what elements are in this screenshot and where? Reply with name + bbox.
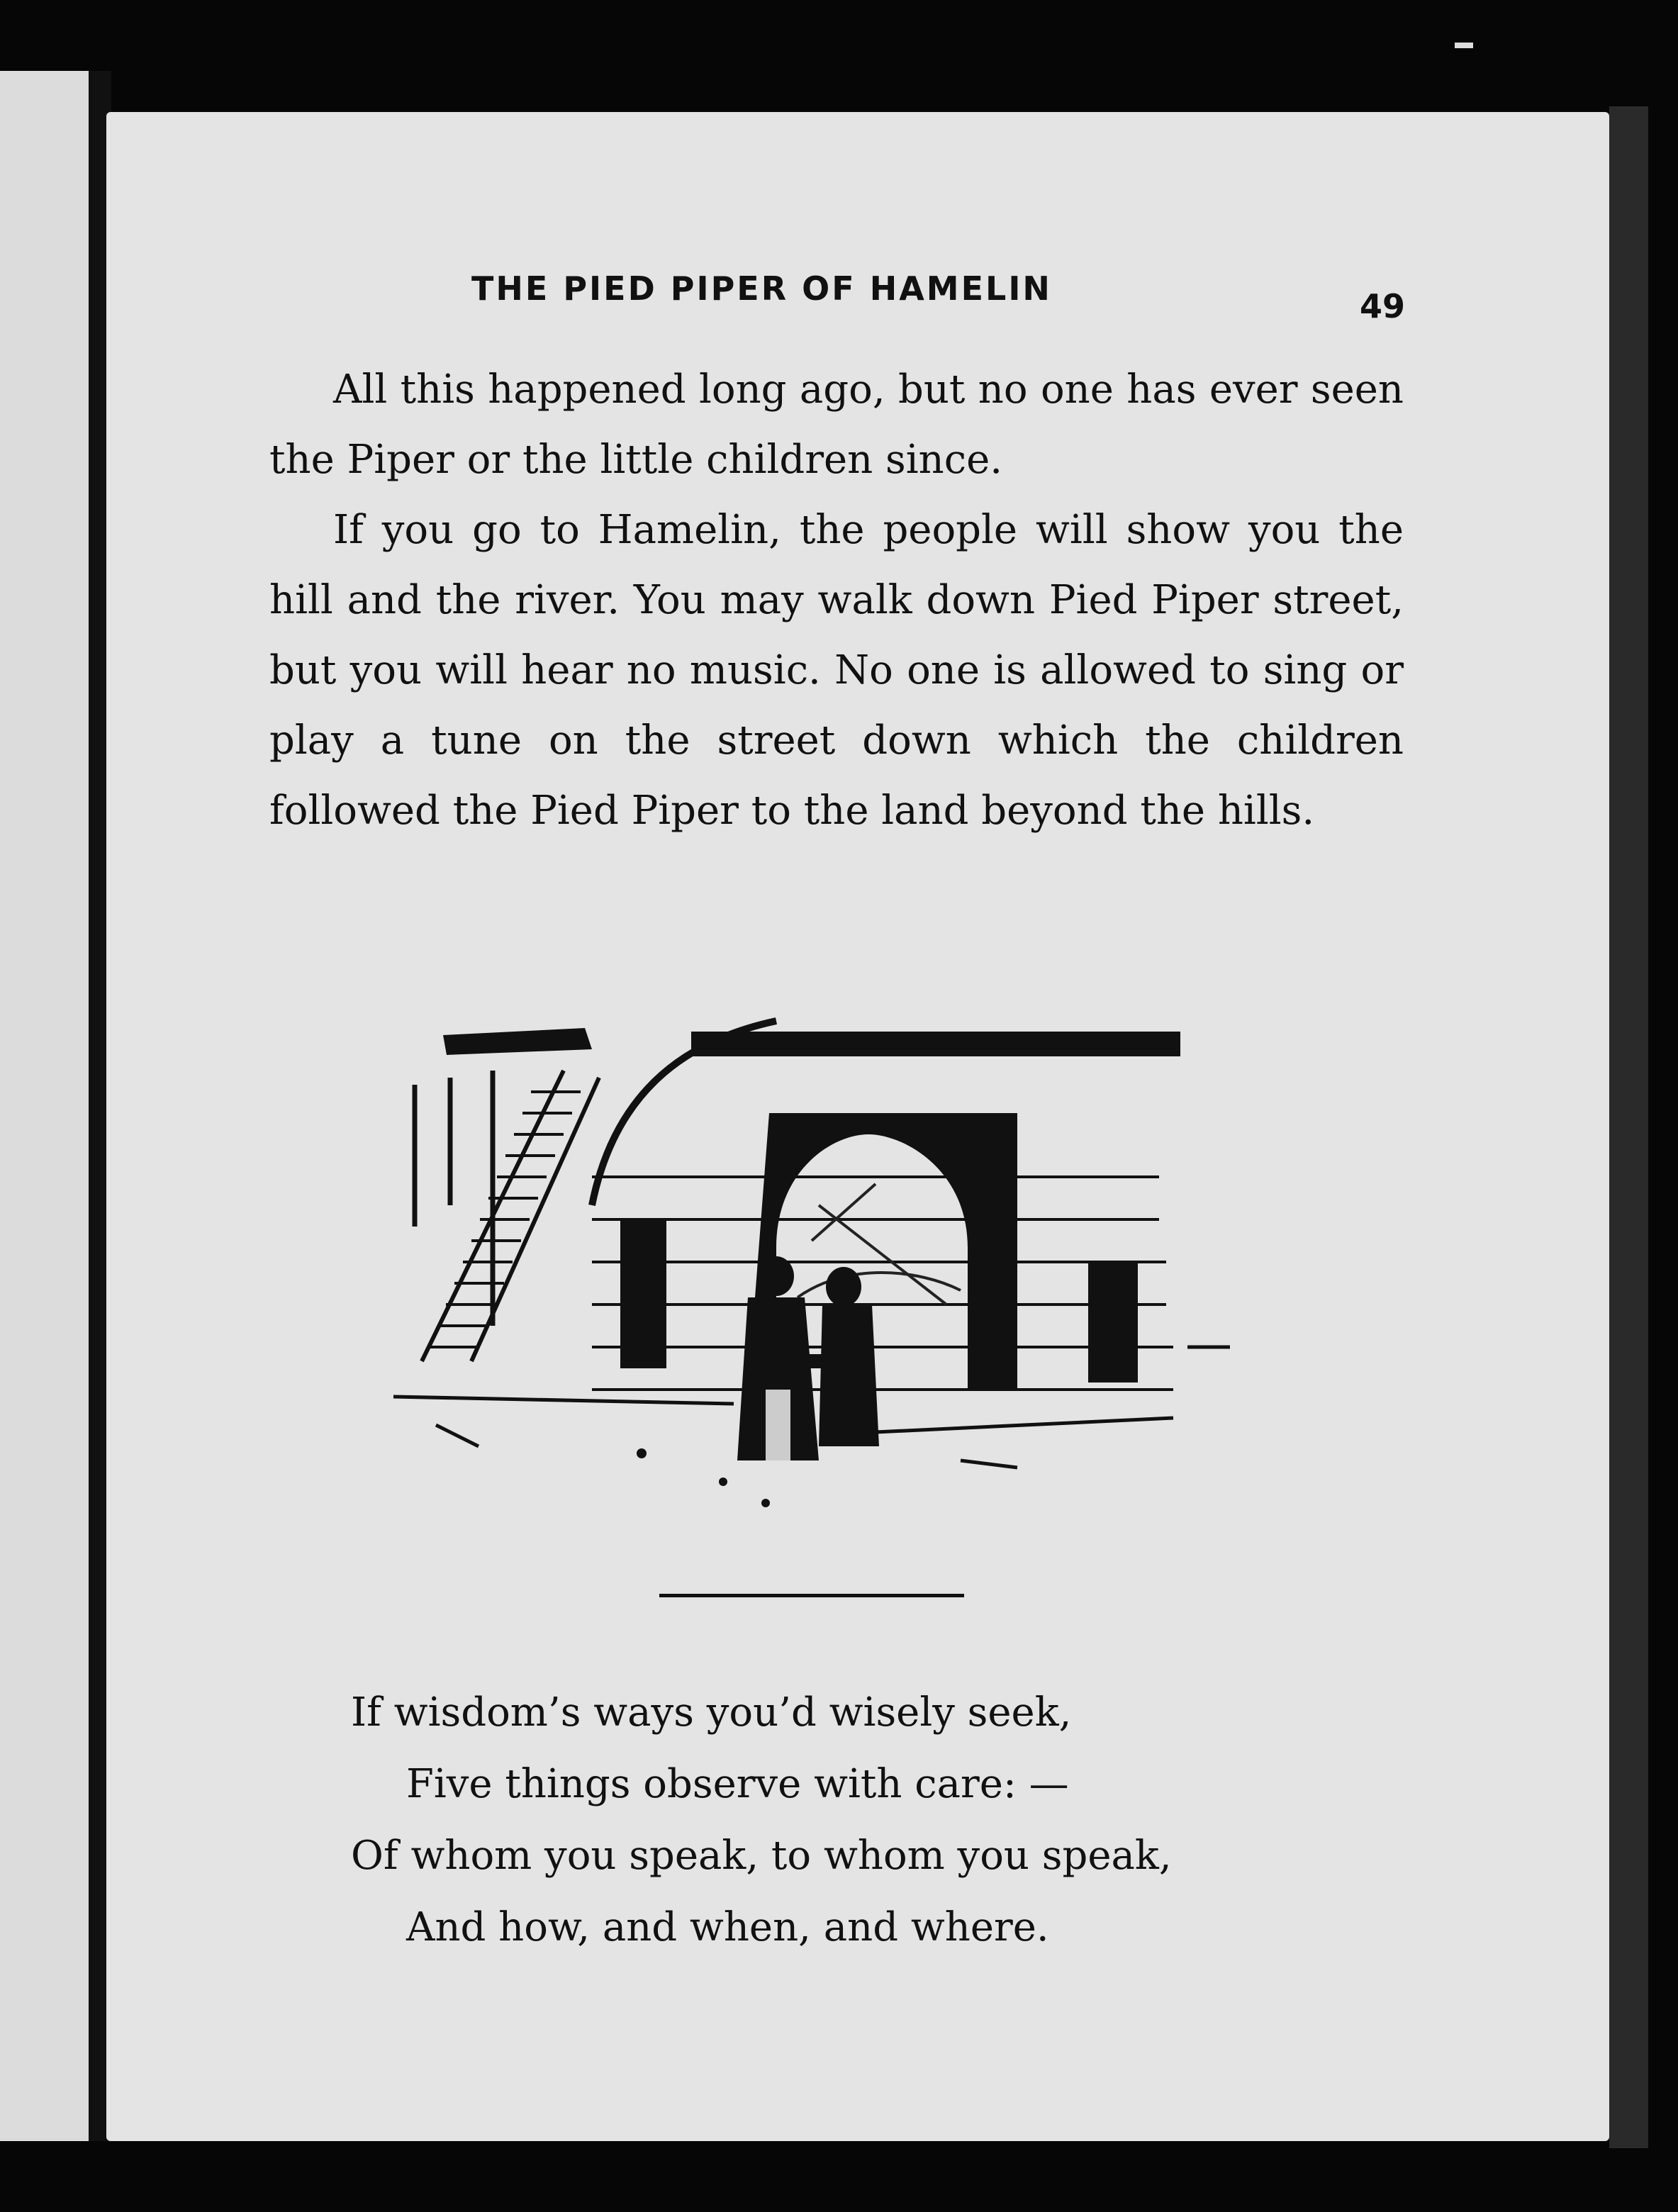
section-rule — [659, 1594, 964, 1597]
page-block-edge — [1609, 106, 1648, 2148]
running-head: THE PIED PIPER OF HAMELIN — [471, 269, 1052, 308]
verse-block — [351, 1677, 1172, 1963]
verse-line: And how, and when, and where. — [406, 1904, 1049, 1950]
verse-line: Five things observe with care: — — [406, 1761, 1069, 1807]
verse-line: If wisdom’s ways you’d wisely seek, — [351, 1689, 1072, 1736]
paragraph: If you go to Hamelin, the people will show you the hill and the river. You may walk down Pied Piper street, but you will hear no music. No one is allowed to sing or play a tune on the street down which the children followed the Pied Piper to the land beyond the hills. — [269, 507, 1404, 834]
page-number: 49 — [1360, 287, 1406, 325]
paragraph: All this happened long ago, but no one has ever seen the Piper or the little children since. — [269, 367, 1404, 483]
verse-line: Of whom you speak, to whom you speak, — [351, 1833, 1172, 1879]
prose-body — [269, 354, 1404, 846]
scan-mark — [1455, 43, 1473, 48]
archway-illustration-icon — [379, 993, 1251, 1517]
facing-page-edge — [0, 71, 89, 2141]
